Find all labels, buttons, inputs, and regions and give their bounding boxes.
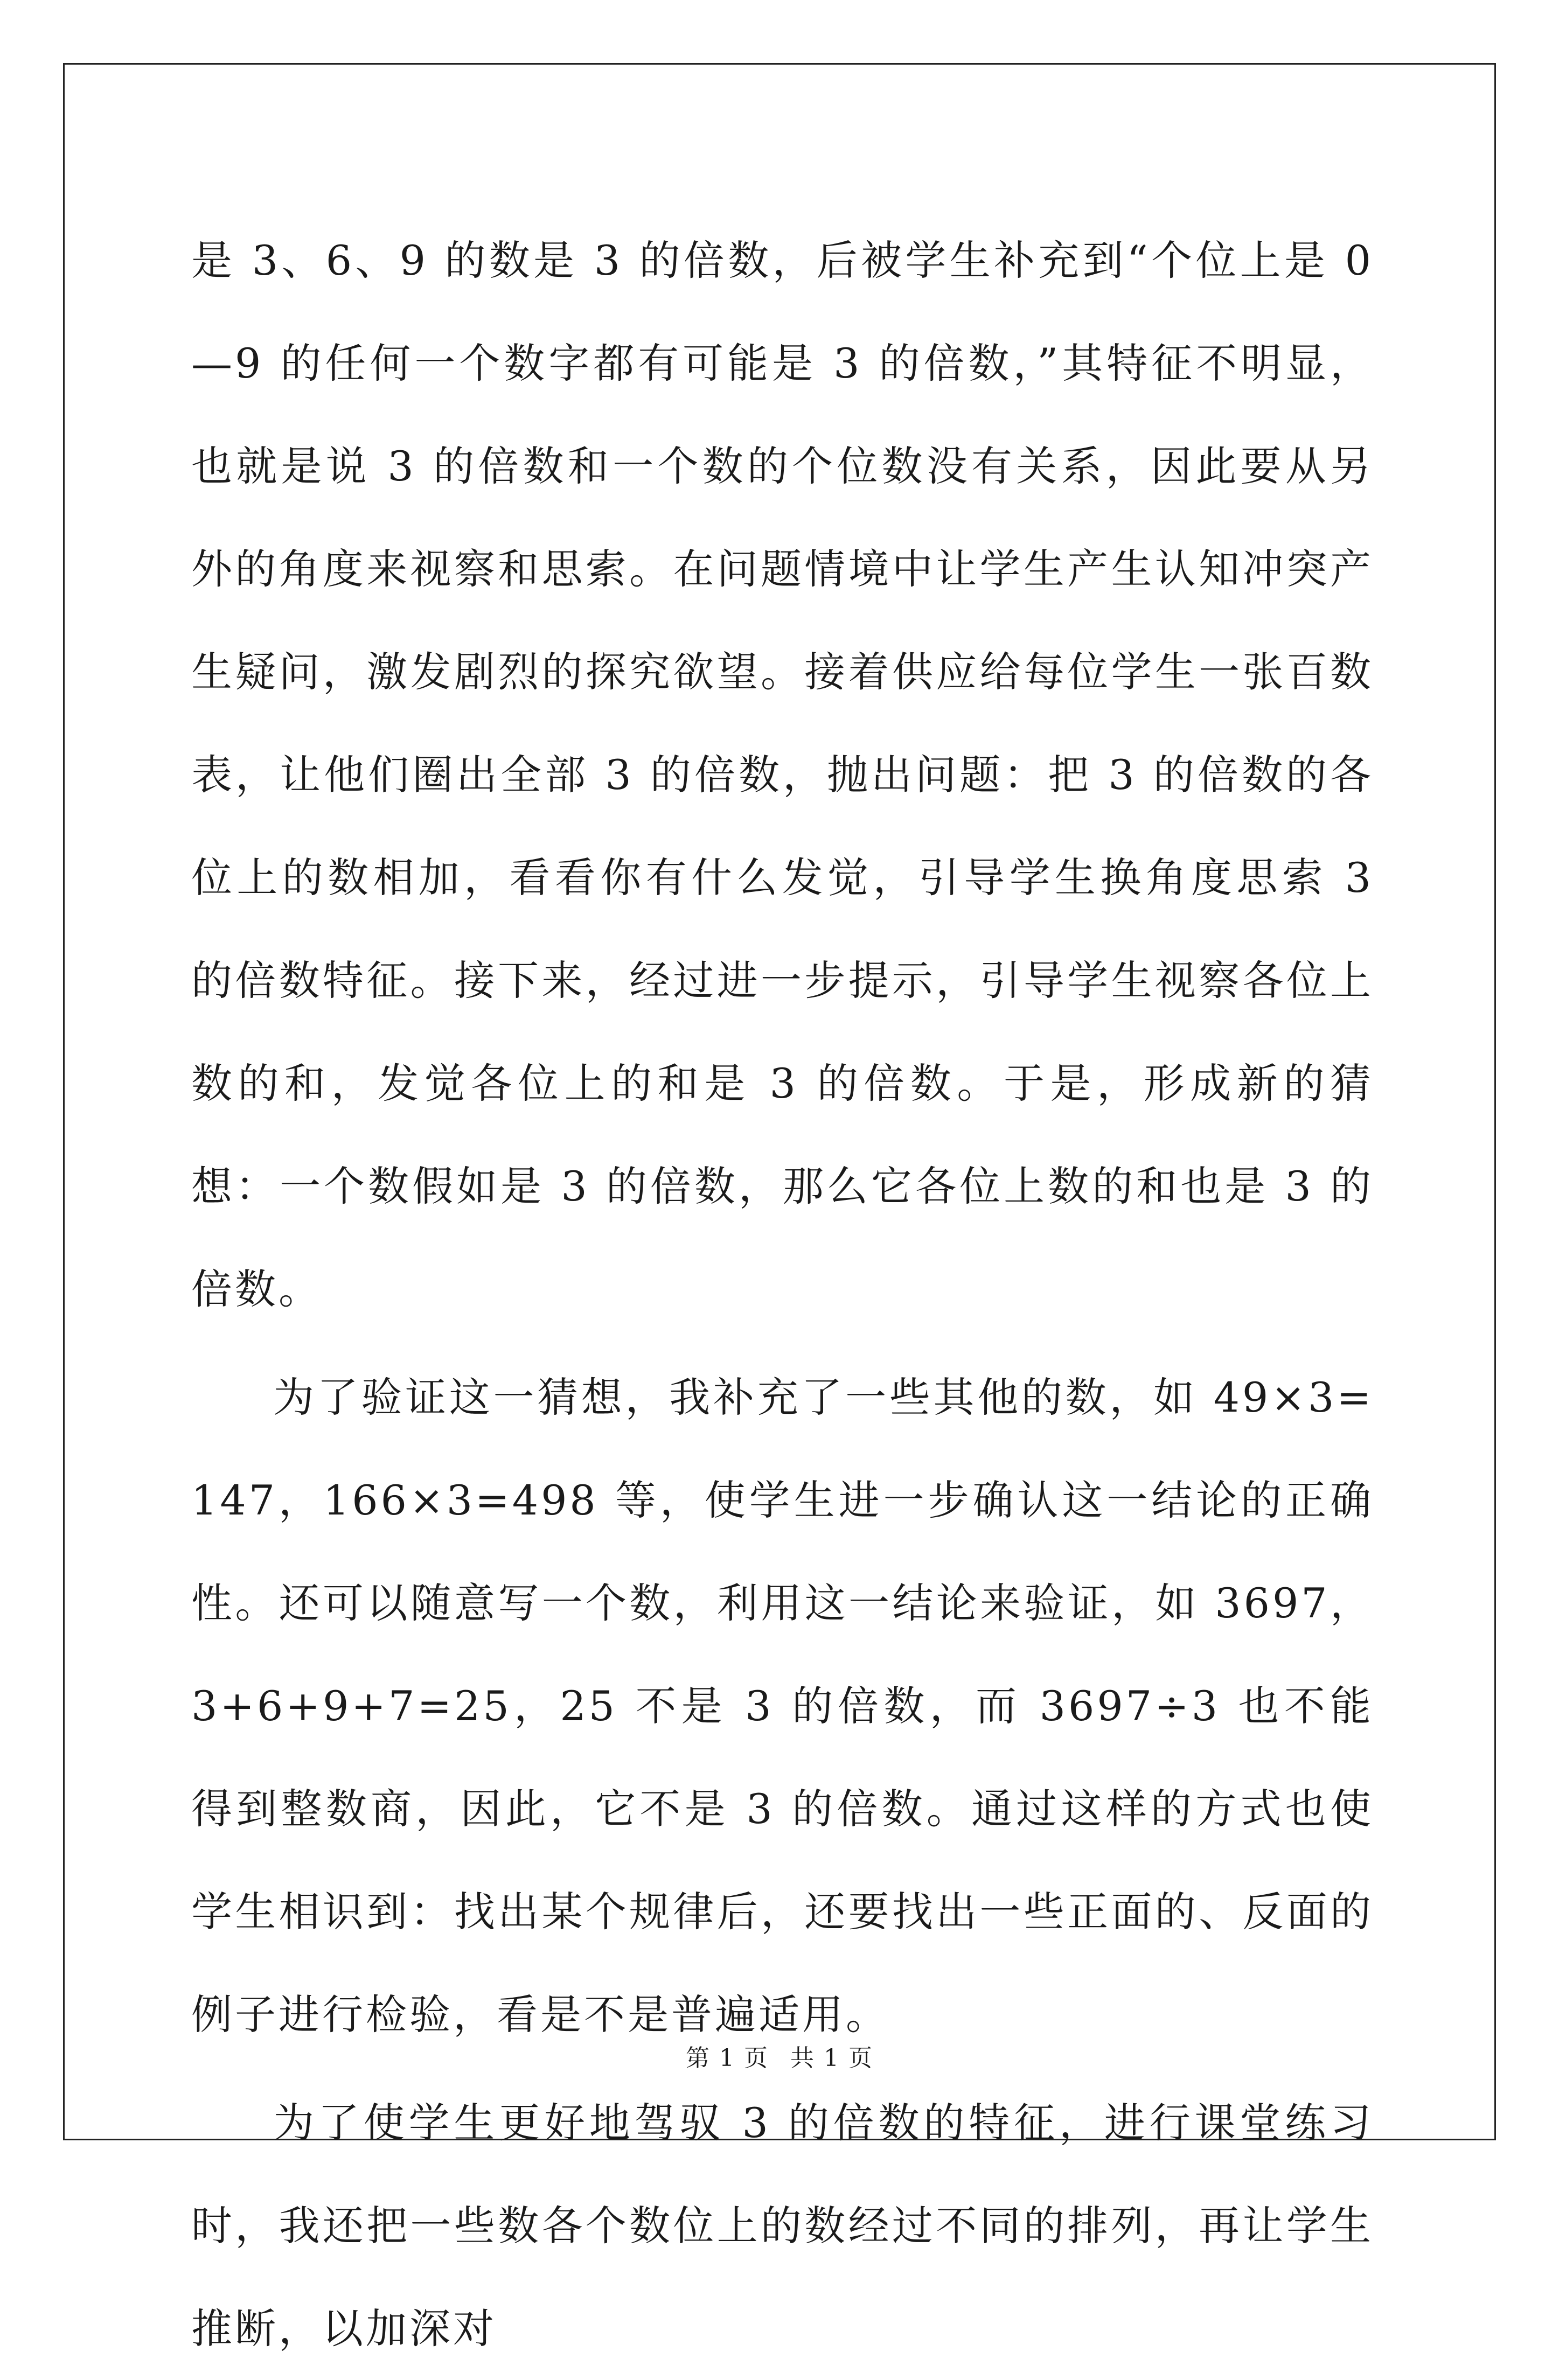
- paragraph-2: 为了验证这一猜想，我补充了一些其他的数，如 49×3=147，166×3=498 等，使学生进一步确认这一结论的正确性。还可以随意写一个数，利用这一结论来验证，如 3697，3+6+9+7=25，25 不是 3 的倍数，而 3697÷3 也不能得到整数商，因此，它不是 3 的倍数。通过这样的方式也使学生相识到：找出某个规律后，还要找出一些正面的、反面的例子进行检验，看是不是普遍适用。: [191, 1373, 1374, 2039]
- page-footer: [0, 2042, 1559, 2075]
- paragraph-3: 为了使学生更好地驾驭 3 的倍数的特征，进行课堂练习时，我还把一些数各个数位上的数经过不同的排列，再让学生推断，以加深对: [191, 2099, 1374, 2353]
- page-total: 共 1 页: [790, 2044, 873, 2072]
- paragraph-1: 是 3、6、9 的数是 3 的倍数，后被学生补充到“个位上是 0—9 的任何一个数字都有可能是 3 的倍数，”其特征不明显，也就是说 3 的倍数和一个数的个位数没有关系，因此要从另外的角度来视察和思索。在问题情境中让学生产生认知冲突产生疑问，激发剧烈的探究欲望。接着供应给每位学生一张百数表，让他们圈出全部 3 的倍数，抛出问题：把 3 的倍数的各位上的数相加，看看你有什么发觉，引导学生换角度思索 3 的倍数特征。接下来，经过进一步提示，引导学生视察各位上数的和，发觉各位上的和是 3 的倍数。于是，形成新的猜想：一个数假如是 3 的倍数，那么它各位上数的和也是 3 的倍数。: [191, 236, 1374, 1313]
- page-number: 第 1 页: [686, 2044, 769, 2072]
